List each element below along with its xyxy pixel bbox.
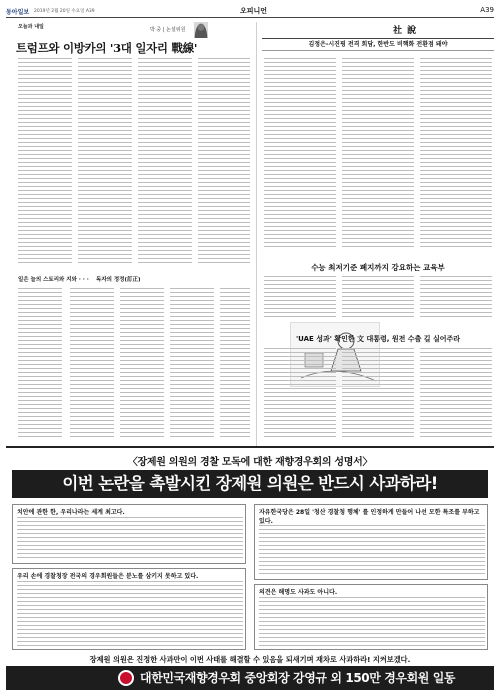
editorial-1-text-3 xyxy=(420,58,492,248)
ad-title: 〈장제원 의원의 경찰 모독에 대한 재향경우회의 성명서〉 xyxy=(127,457,373,468)
ad-box-2-title: 우리 손에 경찰청장 전국의 경우회원들은 분노를 삼키지 못하고 있다. xyxy=(17,573,199,580)
ad-box-4-text xyxy=(259,597,485,647)
ad-box-1 xyxy=(12,504,246,564)
box1-text xyxy=(18,288,62,438)
ad-box-3 xyxy=(254,504,488,580)
column-text-4 xyxy=(198,58,250,264)
masthead xyxy=(6,4,494,18)
column-text-3 xyxy=(138,58,192,264)
editorial-3-text-2 xyxy=(342,348,414,440)
statement-ad xyxy=(6,446,494,690)
editorial-2-text-3 xyxy=(420,276,492,320)
association-logo-icon xyxy=(118,670,134,686)
ad-box-4 xyxy=(254,584,488,650)
editorial-1-text-1 xyxy=(264,58,336,248)
box2-title: 독자의 정정(訂正) xyxy=(96,277,141,283)
ad-signature: 대한민국재향경우회 중앙회장 강영규 외 150만 경우회원 일동 xyxy=(140,671,456,685)
editorial-tag: 社 說 xyxy=(393,26,418,36)
box1-title: 일은 늘의 스토리와 지와 · · · xyxy=(18,277,89,283)
ad-banner: 이번 논란을 촉발시킨 장제원 의원은 반드시 사과하라! xyxy=(12,470,488,498)
editorial-1-text-2 xyxy=(342,58,414,248)
column-text-1 xyxy=(18,58,72,264)
editorial-2-text-1 xyxy=(264,276,336,320)
editorial-headline-2: 수능 최저기준 폐지까지 강요하는 교육부 xyxy=(311,263,445,272)
paper-name: 동아일보 xyxy=(6,9,30,16)
issue-date: 2019년 2월 20일 수요일 A39 xyxy=(34,9,95,14)
ad-box-4-title: 의견은 해명도 사과도 아니다. xyxy=(259,589,338,596)
ad-closing-statement: 장제원 의원은 진정한 사과만이 이번 사태를 해결할 수 있음을 되새기며 재차로 사과하라! 지켜보겠다. xyxy=(89,655,411,664)
column-label: 오늘과 내일 xyxy=(18,24,44,30)
editorial-headline-3: 'UAE 성과' 확인한 文 대통령, 원전 수출 길 실어주라 xyxy=(295,335,461,343)
editorial-headline-1: 김정은-시진핑 전격 회담, 한반도 비핵화 전환점 돼야 xyxy=(262,38,494,51)
ad-box-1-title: 치안에 관한 한, 우리나라는 세계 최고다. xyxy=(17,509,125,516)
ad-box-3-text xyxy=(259,525,485,577)
box2-text-4 xyxy=(220,288,250,438)
section-title: 오피니언 xyxy=(240,7,268,15)
box2-text-2 xyxy=(120,288,164,438)
page-number: A39 xyxy=(480,6,494,14)
ad-box-1-text xyxy=(17,517,243,561)
ad-signature-bar xyxy=(6,666,494,690)
editorial-2-text-2 xyxy=(342,276,414,320)
ad-box-3-title: 자유한국당은 28일 '청산 경찰청 행체' 를 인정하게 만들어 나선 모한 특조를 부하고 있다. xyxy=(259,509,480,525)
box2-text-1 xyxy=(70,288,114,438)
editorial-3-text-3 xyxy=(420,348,492,440)
column-divider xyxy=(256,22,257,446)
ad-box-2 xyxy=(12,568,246,650)
ad-box-2-text xyxy=(17,581,243,647)
box2-text-3 xyxy=(170,288,214,438)
author-portrait xyxy=(194,22,208,38)
column-text-2 xyxy=(78,58,132,264)
column-author: 박 중 | 논설위원 xyxy=(150,27,186,33)
editorial-3-text-1 xyxy=(264,348,336,440)
column-headline: 트럼프와 이방카의 '3대 일자리 戰線' xyxy=(16,41,198,55)
